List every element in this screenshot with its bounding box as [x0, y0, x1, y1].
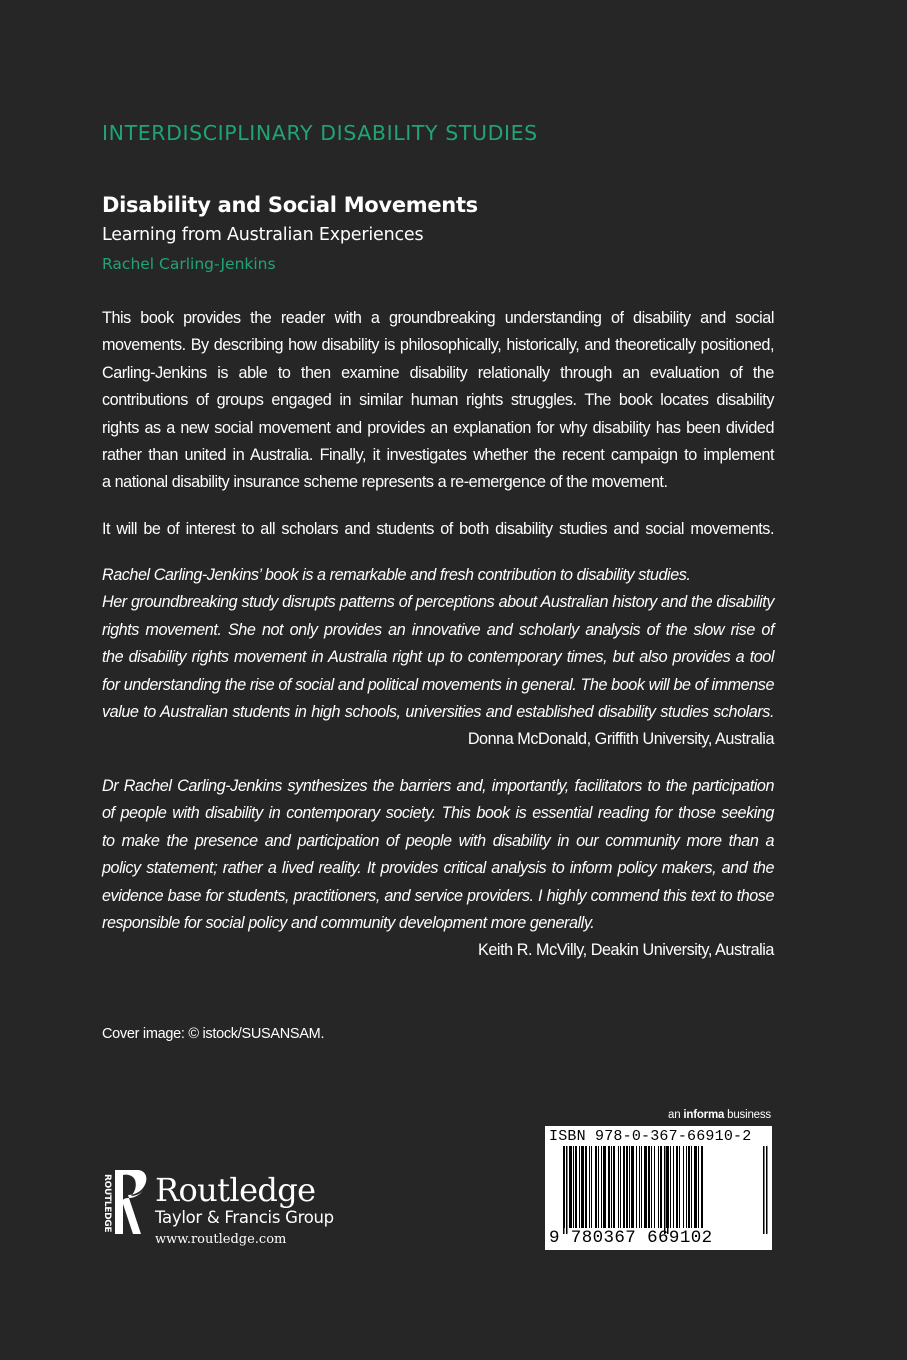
isbn-barcode — [545, 1126, 772, 1250]
barcode-bar — [641, 1146, 642, 1228]
informa-tagline — [668, 1109, 771, 1121]
book-title: Disability and Social Movements — [102, 193, 478, 217]
barcode-bar — [679, 1146, 680, 1228]
review-line: rights movement. She not only provides an innovative and scholarly analysis of the slow rise of — [102, 620, 774, 639]
barcode-bar — [670, 1146, 671, 1228]
barcode-bar — [618, 1146, 619, 1228]
barcode-bar — [660, 1146, 662, 1228]
review-line: Her groundbreaking study disrupts patterns of perceptions about Australian history and the disability — [102, 593, 774, 612]
barcode-bar — [691, 1146, 692, 1228]
series-title: INTERDISCIPLINARY DISABILITY STUDIES — [102, 121, 538, 145]
review-line: for understanding the rise of social and political movements in general. The book will be of immense — [102, 675, 774, 694]
barcode-bar — [636, 1146, 637, 1228]
barcode-bar — [698, 1146, 699, 1228]
blurb-line: This book provides the reader with a groundbreaking understanding of disability and social — [102, 309, 774, 327]
blurb-line: movements. By describing how disability is philosophically, historically, and theoretically positioned, — [102, 336, 774, 355]
blurb-line: rights as a new social movement and provides an explanation for why disability has been divided — [102, 418, 774, 437]
barcode-bar — [688, 1146, 690, 1228]
review-line: Dr Rachel Carling-Jenkins synthesizes the barriers and, importantly, facilitators to the participation — [102, 777, 774, 795]
review-attribution: Donna McDonald, Griffith University, Australia — [467, 730, 774, 749]
logo-wordmark: ROUTLEDGE — [102, 1174, 112, 1233]
review-line: evidence base for students, practitioners, and service providers. I highly commend this text to those — [102, 886, 774, 905]
publisher-url[interactable]: www.routledge.com — [155, 1232, 287, 1247]
barcode-bar — [595, 1146, 597, 1228]
barcode-bar — [626, 1146, 628, 1228]
barcode-bar — [629, 1146, 630, 1228]
barcode-bar — [658, 1146, 659, 1228]
blurb-line: contributions of groups engaged in similar human rights struggles. The book locates disability — [102, 391, 774, 410]
barcode-bar — [598, 1146, 599, 1228]
barcode-bar — [601, 1146, 602, 1228]
barcode-bar — [575, 1146, 577, 1228]
review-line: responsible for social policy and community development more generally. — [102, 914, 595, 933]
barcode-bar — [676, 1146, 678, 1228]
review-line: Rachel Carling-Jenkins’ book is a remarkable and fresh contribution to disability studies. — [102, 566, 691, 584]
blurb-line: a national disability insurance scheme represents a re-emergence of the movement. — [102, 473, 668, 492]
isbn-label: ISBN 978-0-367-66910-2 — [549, 1128, 752, 1145]
barcode-bar — [613, 1146, 615, 1228]
barcode-bar — [608, 1146, 610, 1228]
barcode-bar — [654, 1146, 655, 1228]
informa-prefix: an — [668, 1109, 684, 1121]
blurb-line: Carling-Jenkins is able to then examine disability relationally through an evaluation of the — [102, 363, 774, 382]
barcode-bar — [611, 1146, 612, 1228]
informa-brand: informa — [683, 1109, 725, 1121]
barcode-bar — [686, 1146, 687, 1228]
publisher-name: Routledge — [155, 1171, 316, 1209]
barcode-bar — [620, 1146, 621, 1228]
barcode-bar — [573, 1146, 574, 1228]
book-author: Rachel Carling-Jenkins — [102, 255, 276, 273]
barcode-bar — [639, 1146, 640, 1228]
barcode-bar — [585, 1146, 587, 1228]
barcode-bar — [631, 1146, 634, 1228]
barcode-guard-bar — [664, 1146, 666, 1234]
barcode-bar — [591, 1146, 592, 1228]
barcode-guard-bar — [766, 1146, 768, 1234]
blurb-line: rather than united in Australia. Finally, it investigates whether the recent campaign to implement — [102, 446, 774, 465]
review-attribution: Keith R. McVilly, Deakin University, Australia — [478, 941, 774, 960]
barcode-bar — [651, 1146, 652, 1228]
barcode-bar — [589, 1146, 590, 1228]
review-line: the disability rights movement in Australia right up to contemporary times, but also provides a tool — [102, 648, 774, 667]
review-line: of people with disability in contemporary society. This book is essential reading for those seeking — [102, 804, 774, 823]
review-line: policy statement; rather a lived reality. It provides critical analysis to inform policy makers, and the — [102, 859, 774, 878]
book-subtitle: Learning from Australian Experiences — [102, 225, 424, 245]
review-mcvilly — [102, 773, 774, 965]
barcode-bar — [683, 1146, 684, 1228]
review-mcdonald — [102, 562, 774, 754]
barcode-guard-bar — [667, 1146, 669, 1234]
isbn-digits: 9 780367 669102 — [549, 1228, 713, 1248]
barcode-bar — [623, 1146, 625, 1228]
blurb — [102, 305, 774, 497]
barcode-bar — [694, 1146, 697, 1228]
publisher-group: Taylor & Francis Group — [155, 1208, 334, 1227]
interest-line: It will be of interest to all scholars and students of both disability studies and social movements. — [102, 520, 774, 538]
barcode-bar — [644, 1146, 647, 1228]
barcode-guard-bar — [763, 1146, 765, 1234]
routledge-logo-icon — [97, 1168, 151, 1238]
review-line: to make the presence and participation of people with disability in our community more than a — [102, 831, 774, 850]
barcode-guard-bar — [566, 1146, 568, 1234]
barcode-bar — [603, 1146, 606, 1228]
barcode-bar — [648, 1146, 650, 1228]
barcode-bar — [569, 1146, 572, 1228]
barcode-bar — [579, 1146, 580, 1228]
barcode-bar — [673, 1146, 674, 1228]
interest-statement — [102, 516, 774, 543]
review-line: value to Australian students in high schools, universities and established disability studies scholars. — [102, 703, 774, 722]
barcode-bar — [581, 1146, 584, 1228]
informa-suffix: business — [724, 1109, 771, 1121]
barcode-guard-bar — [563, 1146, 565, 1234]
publisher-brand — [155, 1170, 334, 1249]
cover-image-credit: Cover image: © istock/SUSANSAM. — [102, 1026, 325, 1042]
barcode-bar — [701, 1146, 703, 1228]
